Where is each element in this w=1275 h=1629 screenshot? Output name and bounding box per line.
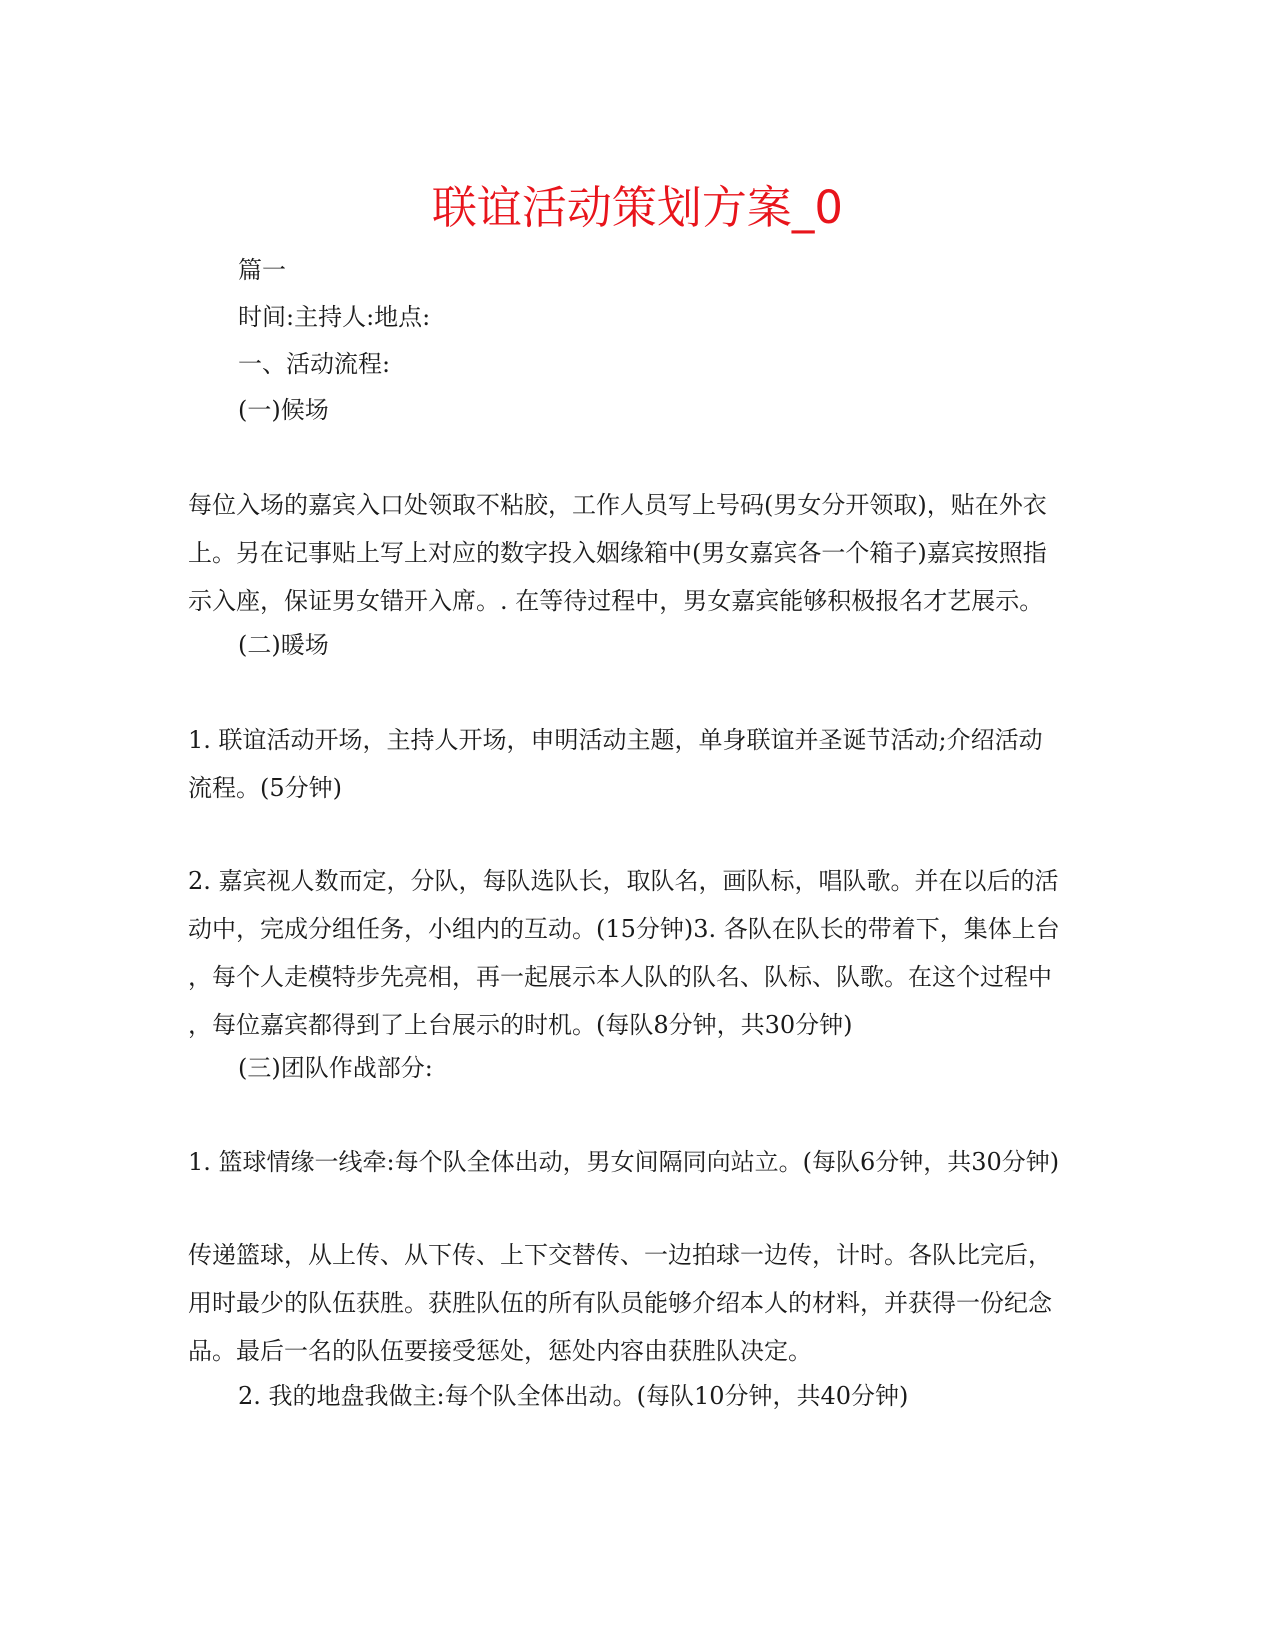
subheading-1: (一)候场 (238, 396, 329, 424)
meta-line: 时间:主持人:地点: (238, 303, 431, 331)
list-item-2: 2. 我的地盘我做主:每个队全体出动。(每队10分钟，共40分钟) (238, 1382, 909, 1410)
paragraph-line: 传递篮球，从上传、从下传、上下交替传、一边拍球一边传，计时。各队比完后， (188, 1241, 1052, 1269)
paragraph-1 (188, 481, 1088, 625)
paragraph-line: 动中，完成分组任务，小组内的互动。(15分钟)3. 各队在队长的带着下，集体上台 (188, 915, 1060, 943)
paragraph-line: 2. 嘉宾视人数而定，分队，每队选队长，取队名，画队标，唱队歌。并在以后的活 (188, 867, 1059, 895)
paragraph-line: 流程。(5分钟) (188, 774, 342, 802)
subheading-2: (二)暖场 (238, 631, 329, 659)
paragraph-4 (188, 1138, 1088, 1186)
paragraph-line: 每位入场的嘉宾入口处领取不粘胶，工作人员写上号码(男女分开领取)，贴在外衣 (188, 491, 1047, 519)
paragraph-line: 品。最后一名的队伍要接受惩处，惩处内容由获胜队决定。 (188, 1337, 812, 1365)
paragraph-line: 1. 篮球情缘一线牵:每个队全体出动，男女间隔同向站立。(每队6分钟，共30分钟) (188, 1148, 1060, 1176)
paragraph-line: 用时最少的队伍获胜。获胜队伍的所有队员能够介绍本人的材料，并获得一份纪念 (188, 1289, 1052, 1317)
paragraph-line: 示入座，保证男女错开入席。. 在等待过程中，男女嘉宾能够积极报名才艺展示。 (188, 587, 1044, 615)
paragraph-line: 1. 联谊活动开场，主持人开场，申明活动主题，单身联谊并圣诞节活动;介绍活动 (188, 726, 1043, 754)
paragraph-line: ，每位嘉宾都得到了上台展示的时机。(每队8分钟，共30分钟) (188, 1011, 853, 1039)
subheading-3: (三)团队作战部分: (238, 1054, 433, 1082)
paragraph-3 (188, 857, 1088, 1049)
part-heading: 篇一 (238, 256, 286, 284)
paragraph-line: ，每个人走模特步先亮相，再一起展示本人队的队名、队标、队歌。在这个过程中 (188, 963, 1052, 991)
paragraph-5 (188, 1231, 1088, 1375)
document-title: 联谊活动策划方案_0 (431, 181, 844, 234)
section-heading-1: 一、活动流程: (238, 350, 391, 378)
paragraph-2 (188, 716, 1088, 812)
paragraph-line: 上。另在记事贴上写上对应的数字投入姻缘箱中(男女嘉宾各一个箱子)嘉宾按照指 (188, 539, 1047, 567)
